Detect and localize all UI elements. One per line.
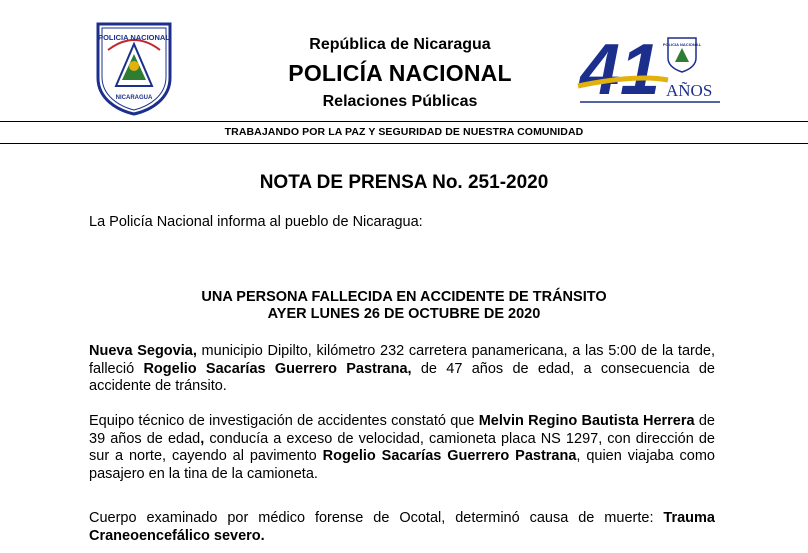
badge-bottom-text: NICARAGUA [115,95,153,101]
press-release-title: NOTA DE PRENSA No. 251-2020 [259,172,549,193]
headline-line-2: AYER LUNES 26 DE OCTUBRE DE 2020 [267,306,541,322]
p2-driver-name: Melvin Regino Bautista Herrera [478,413,695,429]
letterhead [0,0,808,120]
mini-police-badge [663,38,702,72]
headline-line-1: UNA PERSONA FALLECIDA EN ACCIDENTE DE TRÁNSITO [201,289,607,305]
p1-location: Nueva Segovia, [89,343,197,359]
intro-line: La Policía Nacional informa al pueblo de Nicaragua: [89,214,423,230]
divider-top [0,121,808,122]
mini-badge-text: POLICIA NACIONAL [662,42,702,47]
p2-text-a: Equipo técnico de investigación de accidentes constató que [89,413,479,429]
anniversary-number: 41 [580,30,661,108]
police-badge-logo [94,20,174,116]
anniversary-41-logo [576,28,726,108]
institution-block [270,34,530,111]
p3-text-a: Cuerpo examinado por médico forense de Ocotal, determinó causa de muerte: [89,510,664,526]
news-headline [0,289,808,323]
anniversary-label: AÑOS [666,81,713,100]
paragraph-1 [89,343,715,396]
institution-name: POLICÍA NACIONAL [288,60,512,86]
motto: TRABAJANDO POR LA PAZ Y SEGURIDAD DE NUESTRA COMUNIDAD [224,126,584,138]
paragraph-3 [89,510,715,545]
p1-victim-name: Rogelio Sacarías Guerrero Pastrana, [143,360,412,377]
badge-top-text: POLICIA NACIONAL [98,33,170,42]
p2-text-c: conducía a exceso de velocidad, camioneta placa NS 1297, con dirección de sur a norte, cayendo al pavimento [89,430,715,464]
department-name: Relaciones Públicas [322,93,478,110]
p1-text-a: municipio Dipilto, kilómetro 232 carretera panamericana, a las 5:00 de la tarde, falleció [89,343,716,377]
divider-bottom [0,143,808,144]
paragraph-2 [89,413,715,483]
p2-text-b: de 39 años de edad [89,413,715,447]
p2-victim-name: Rogelio Sacarías Guerrero Pastrana [322,448,577,464]
p3-cause-of-death: Trauma Craneoencefálico severo. [89,510,715,544]
p2-comma: , [200,430,205,447]
p2-text-d: , quien viajaba como pasajero en la tina de la camioneta. [89,448,715,482]
republic-name: República de Nicaragua [309,36,491,53]
p1-text-b: de 47 años de edad, a consecuencia de accidente de tránsito. [89,360,715,394]
